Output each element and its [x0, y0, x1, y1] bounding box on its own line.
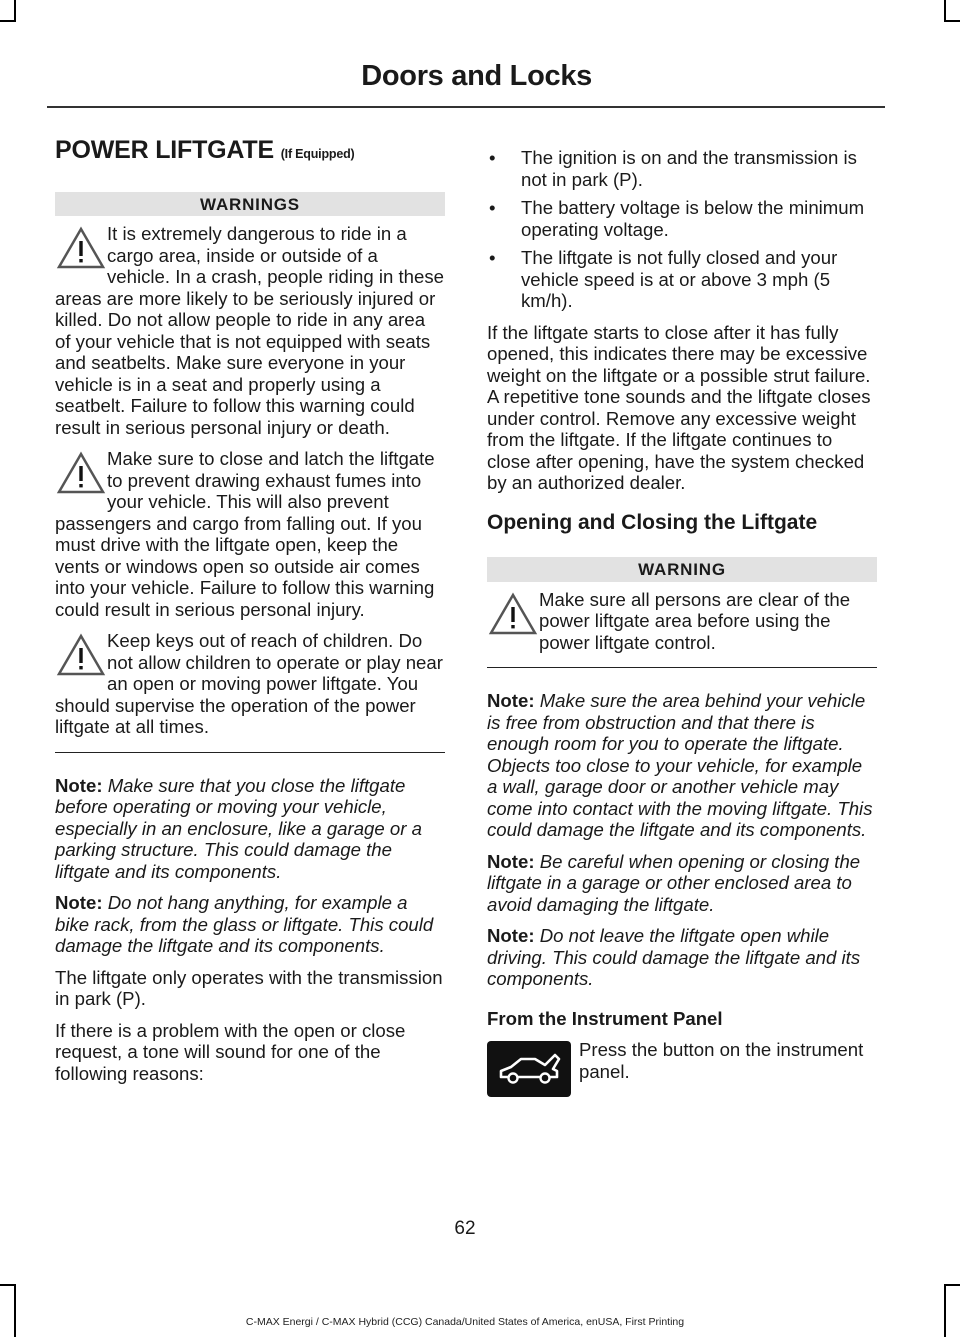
warning-text: It is extremely dangerous to ride in a cargo area, inside or outside of a vehicle. In a crash, people riding in these areas are more likely to be seriously injured or killed. Do not allow people to ride in any area of your vehicle that is not equipped with seats and seatbelts. Make sure everyone in your vehicle is in a seat and properly using a seatbelt. Failure to follow this warning could result in serious personal injury or death. — [55, 223, 444, 438]
warning-text: Make sure all persons are clear of the power liftgate area before using the power liftgate control. — [539, 588, 851, 653]
note-label: Note: — [55, 892, 103, 913]
warning-end-rule — [487, 667, 877, 668]
subsection-title: Opening and Closing the Liftgate — [487, 510, 818, 534]
body-paragraph: If there is a problem with the open or close request, a tone will sound for one of the following reasons: — [55, 1019, 406, 1084]
warning-item — [55, 448, 445, 620]
liftgate-button-icon — [487, 1041, 571, 1097]
page-number: 62 — [454, 1218, 476, 1239]
note-label: Note: — [487, 850, 535, 872]
note — [55, 775, 445, 883]
note — [487, 925, 877, 990]
section-qualifier: (If Equipped) — [280, 147, 355, 161]
warning-triangle-icon — [55, 632, 107, 678]
warning-text: Keep keys out of reach of children. Do not allow children to operate or play near an open or moving power liftgate. You should supervise the operation of the power liftgate at all times. — [55, 630, 443, 737]
note-label: Note: — [55, 774, 103, 796]
header-rule — [47, 106, 885, 108]
left-column — [55, 136, 445, 1094]
list-item: • The battery voltage is below the minimum operating voltage. — [487, 197, 877, 240]
warning-item — [55, 223, 445, 438]
crop-mark-bottom-left — [14, 1284, 16, 1337]
list-item: • The liftgate is not fully closed and your vehicle speed is at or above 3 mph (5 km/h). — [487, 247, 877, 312]
section-title — [55, 136, 445, 166]
warning-triangle-icon — [55, 225, 107, 271]
instrument-panel-heading: From the Instrument Panel — [487, 1007, 723, 1029]
note-text: Make sure the area behind your vehicle is free from obstruction and that there is enough room for you to operate the liftgate. Objects too close to your vehicle, for example a wall, garage door or another vehicle may come into contact with the moving liftgate. This could damage the liftgate and its components. — [487, 690, 873, 840]
note-text: Be careful when opening or closing the liftgate in a garage or other enclosed area to avoid damaging the liftgate. — [487, 850, 861, 915]
instrument-panel-text: Press the button on the instrument panel. — [579, 1039, 864, 1082]
crop-mark-top-left-h — [0, 20, 16, 22]
warning-heading: WARNING — [487, 557, 877, 582]
list-item: • The ignition is on and the transmission is not in park (P). — [487, 147, 877, 190]
warnings-end-rule — [55, 752, 445, 753]
crop-mark-bottom-right — [944, 1284, 946, 1337]
warning-item — [487, 589, 877, 654]
crop-mark-top-right-h — [944, 20, 960, 22]
section-title-text: POWER LIFTGATE — [55, 136, 274, 164]
note-label: Note: — [487, 690, 535, 711]
warning-item — [55, 630, 445, 738]
footer-text: C-MAX Energi / C-MAX Hybrid (CCG) Canada/United States of America, enUSA, First Printing — [245, 1316, 685, 1328]
instrument-panel-row — [487, 1039, 877, 1097]
warning-triangle-icon — [487, 591, 539, 637]
note-text: Do not hang anything, for example a bike rack, from the glass or liftgate. This could damage the liftgate and its components. — [55, 892, 434, 956]
crop-mark-top-left — [14, 0, 16, 22]
note — [487, 851, 877, 916]
note — [55, 892, 445, 957]
warnings-heading: WARNINGS — [55, 192, 445, 217]
body-paragraph: If the liftgate starts to close after it has fully opened, this indicates there may be excessive weight on the liftgate or a possible strut failure. A repetitive tone sounds and the liftgate closes under control. Remove any excessive weight from the liftgate. If the liftgate continues to close after opening, have the system checked by an authorized dealer. — [487, 321, 871, 493]
note-text: Make sure that you close the liftgate before operating or moving your vehicle, especially in an enclosure, like a garage or a parking structure. This could damage the liftgate and its components. — [55, 774, 422, 882]
body-paragraph: The liftgate only operates with the transmission in park (P). — [55, 966, 443, 1009]
note-text: Do not leave the liftgate open while driving. This could damage the liftgate and its components. — [487, 925, 861, 989]
crop-mark-top-right — [944, 0, 946, 22]
right-column — [487, 147, 877, 1097]
reasons-list — [487, 147, 877, 312]
warning-text: Make sure to close and latch the liftgate to prevent drawing exhaust fumes into your vehicle. This will also prevent passengers and cargo from falling out. If you must drive with the liftgate open, keep the vents or windows open so outside air comes into your vehicle. Failure to follow this warning could result in serious personal injury. — [55, 448, 435, 620]
crop-mark-bottom-right-h — [944, 1284, 960, 1286]
note-label: Note: — [487, 925, 535, 946]
warning-triangle-icon — [55, 450, 107, 496]
chapter-title: Doors and Locks — [361, 60, 592, 92]
note — [487, 690, 877, 841]
